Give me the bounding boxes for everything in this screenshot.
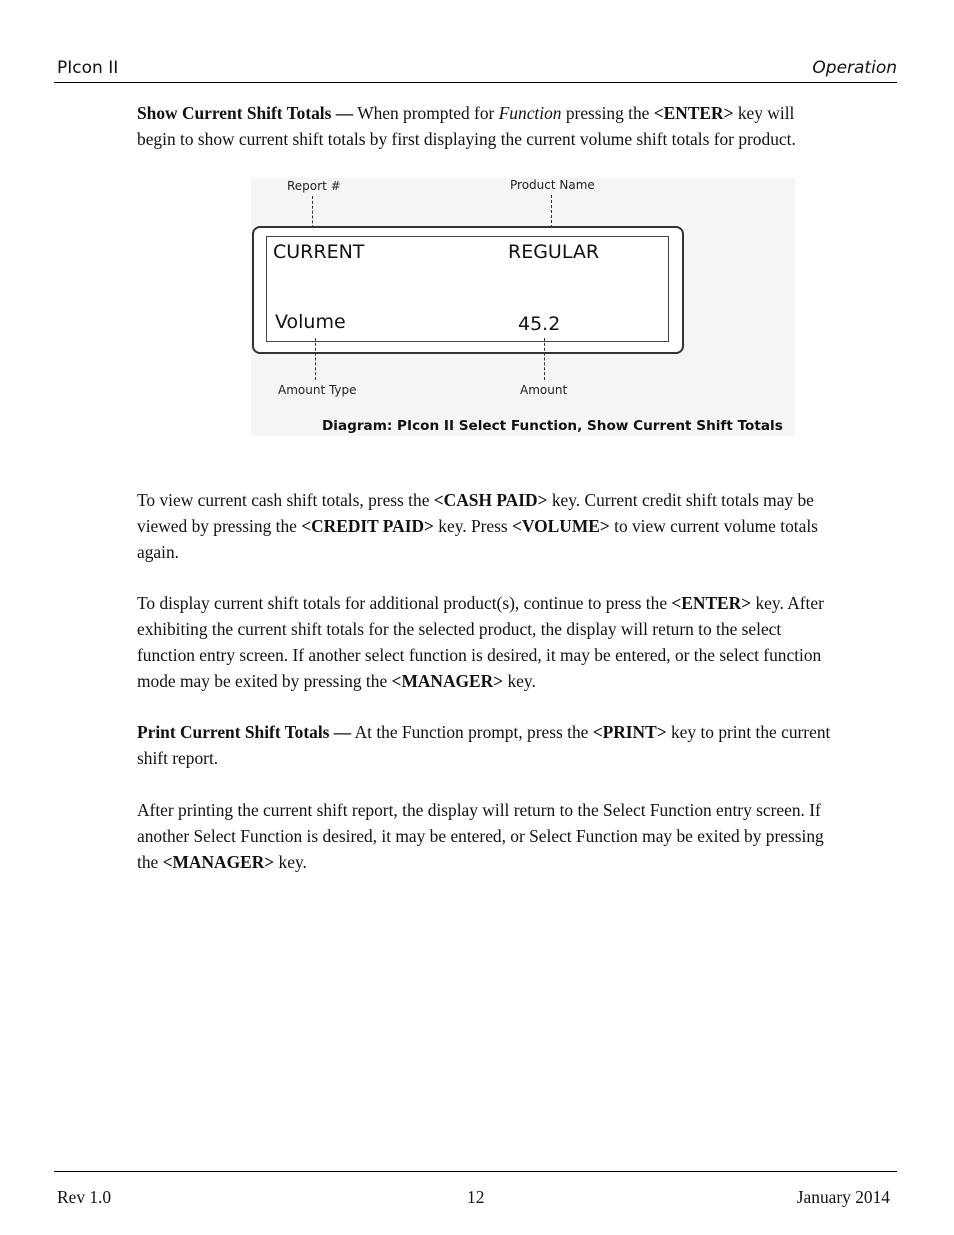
text: After printing the current shift report, the display will return to the Select Function entry screen. If another Select Function is desired, it may be entered, or Select Function may be exited by pressing the: [137, 800, 824, 872]
text: key.: [503, 671, 536, 691]
header-title: PIcon II: [57, 58, 119, 78]
key-name: <MANAGER>: [391, 671, 504, 691]
key-name: <PRINT>: [592, 722, 667, 742]
footer-date: January 2014: [796, 1187, 890, 1207]
lcd-display-frame: [252, 226, 684, 354]
paragraph-print-current-shift-totals: [137, 719, 837, 771]
header-section: Operation: [812, 58, 897, 78]
text: key will begin to show current shift totals by first displaying the current volume shift totals for product.: [137, 103, 796, 149]
text: key. After exhibiting the current shift totals for the selected product, the display will return to the select function entry screen. If another select function is desired, it may be entered, or the select function mode may be exited by pressing the: [137, 593, 824, 691]
leader-line-amount: [544, 338, 545, 380]
display-diagram: [251, 178, 795, 436]
diagram-caption: Diagram: PIcon II Select Function, Show Current Shift Totals: [322, 418, 783, 434]
text: key.: [274, 852, 307, 872]
text: to view current volume totals again.: [137, 516, 818, 562]
label-amount: Amount: [520, 383, 568, 397]
text: pressing the: [561, 103, 654, 123]
label-amount-type: Amount Type: [278, 383, 357, 397]
key-name: <VOLUME>: [512, 516, 610, 536]
text: To view current cash shift totals, press the: [137, 490, 434, 510]
lcd-screen: [266, 236, 669, 342]
key-name: <MANAGER>: [162, 852, 275, 872]
text: When prompted for: [353, 103, 499, 123]
section-heading: Print Current Shift Totals —: [137, 722, 352, 742]
footer-rule: [54, 1171, 897, 1172]
section-heading: Show Current Shift Totals —: [137, 103, 354, 123]
header-rule: [54, 82, 897, 83]
label-report-number: Report #: [287, 179, 341, 193]
paragraph-cash-credit-totals: [137, 487, 837, 565]
paragraph-after-printing: [137, 797, 837, 875]
lcd-line1-left: CURRENT: [273, 241, 365, 263]
text: key. Press: [433, 516, 513, 536]
key-name: <CREDIT PAID>: [301, 516, 434, 536]
page-number: 12: [467, 1187, 485, 1207]
leader-line-amount-type: [315, 338, 316, 380]
lcd-line2-right: 45.2: [518, 313, 561, 335]
text: key to print the current shift report.: [137, 722, 831, 768]
key-name: <ENTER>: [653, 103, 734, 123]
text: To display current shift totals for additional product(s), continue to press the: [137, 593, 672, 613]
lcd-line1-right: REGULAR: [508, 241, 600, 263]
text: At the Function prompt, press the: [351, 722, 593, 742]
paragraph-additional-products: [137, 590, 837, 694]
function-term: Function: [498, 103, 562, 123]
key-name: <CASH PAID>: [433, 490, 548, 510]
text: key. Current credit shift totals may be viewed by pressing the: [137, 490, 814, 536]
label-product-name: Product Name: [510, 178, 595, 192]
key-name: <ENTER>: [671, 593, 752, 613]
footer-revision: Rev 1.0: [57, 1187, 112, 1207]
lcd-line2-left: Volume: [275, 311, 346, 333]
paragraph-show-current-shift-totals: [137, 100, 837, 152]
